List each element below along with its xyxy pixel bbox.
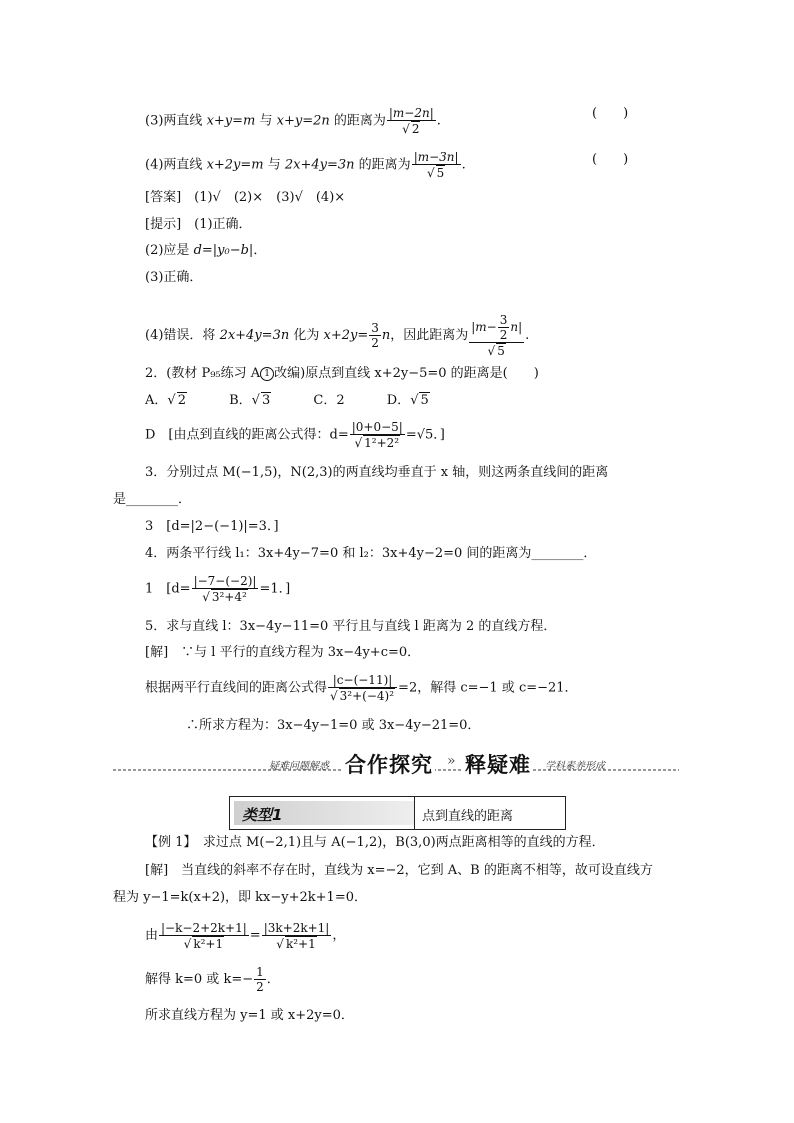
item-3-fraction: $\frac{|m-2n|}{√ 2}$ — [388, 106, 434, 136]
problem-2: 2．(教材 P₉₅练习 A 1 改编)原点到直线 x+2y−5=0 的距离是( ) — [145, 366, 539, 381]
banner-title-1: 合作探究 — [343, 749, 435, 779]
problem-5-solution-2: 根据两平行直线间的距离公式得 $\frac{|c-(-11)|}{\text{√ 3²+(−4)²}}$ =2，解得 c=−1 或 c=−21． — [145, 673, 578, 703]
answer-line: [答案] (1)√ (2)× (3)√ (4)× — [145, 190, 346, 205]
type-tag — [234, 801, 414, 825]
problem-3-solution: 3 [d=|2−(−1)|=3．] — [145, 519, 279, 534]
problem-2-options: A．√ 2 B．√ 3 C．2 D．√ 5 — [145, 393, 429, 408]
item-3-eq2: x+y=2n — [276, 113, 330, 129]
example-1-solution-line3: 由 $\frac{|-k-2+2k+1|}{\text{√ k²+1}}$ = $\frac{|3k+2k+1|}{\text{√ k²+1}}$ ， — [145, 920, 346, 951]
item-4-pre: (4)两直线 — [145, 157, 207, 173]
hint-4-big-fraction: |m− $\frac{3}{2}$ n| √ 5 — [471, 313, 523, 358]
item-3: (3)两直线 x+y=m 与 x+y=2n 的距离为 $\frac{|m-2n|}{√ 2}$ . — [145, 106, 441, 136]
example-1-solution-line4: 解得 k=0 或 k=− $\frac{1}{2}$ ． — [145, 965, 280, 994]
hint-4-frac-den: 2 — [371, 336, 379, 350]
item-3-eq1: x+y=m — [206, 113, 256, 129]
problem-5: 5．求与直线 l：3x−4y−11=0 平行且与直线 l 距离为 2 的直线方程． — [145, 619, 557, 634]
hint-4: (4)错误．将 2x+4y=3n 化为 x+2y= $\frac{3}{2}$ n，因此距离为 |m− $\frac{3}{2}$ n| √ 5 . — [145, 313, 530, 358]
banner-left-text: 疑难问题解惑 — [269, 761, 329, 772]
problem-5-solution-3: ∴所求方程为：3x−4y−1=0 或 3x−4y−21=0． — [186, 718, 481, 733]
problem-4: 4．两条平行线 l₁：3x+4y−7=0 和 l₂：3x+4y−2=0 间的距离为________． — [145, 546, 597, 561]
example-1-question: 【例 1】 求过点 M(−2,1)且与 A(−1,2)，B(3,0)两点距离相等的直线的方程． — [145, 835, 605, 850]
item-4-denominator: 5 — [436, 166, 445, 180]
hint-2: (2)应是 d=|y₀−b|． — [145, 243, 267, 258]
banner-title-2: 释疑难 — [463, 749, 533, 779]
example-1-solution-line5: 所求直线方程为 y=1 或 x+2y=0． — [145, 1008, 354, 1023]
item-4-fraction: $\frac{|m-3n|}{√ 5}$ — [413, 150, 459, 180]
item-4-paren: ( ) — [592, 152, 629, 167]
item-3-post: 的距离为 — [329, 113, 386, 129]
section-banner — [113, 749, 679, 777]
item-4: (4)两直线 x+2y=m 与 2x+4y=3n 的距离为 $\frac{|m-3n|}{√ 5}$ . — [145, 150, 466, 180]
problem-2-solution: D [由点到直线的距离公式得：d= $\frac{|0+0-5|}{\text{√ 1²+2²}}$ =√5．] — [145, 420, 445, 450]
item-4-numerator: |m−3n| — [413, 150, 459, 164]
circled-number: 1 — [260, 367, 274, 381]
option-a: A． — [145, 393, 168, 408]
item-3-denominator: 2 — [411, 122, 420, 136]
option-d: D． — [386, 393, 411, 408]
example-1-solution-line2: 程为 y−1=k(x+2)，即 kx−y+2k+1=0． — [113, 890, 367, 905]
item-3-pre: (3)两直线 — [145, 113, 207, 129]
item-3-numerator: |m−2n| — [388, 106, 434, 120]
hint-3: (3)正确． — [145, 270, 203, 285]
option-c: C．2 — [313, 393, 345, 408]
hint-4-frac-num: 3 — [371, 321, 379, 335]
item-4-post: 的距离为 — [354, 157, 411, 173]
option-b: B． — [229, 393, 252, 408]
problem-5-solution-1: [解] ∵与 l 平行的直线方程为 3x−4y+c=0． — [145, 645, 421, 660]
hint-1: [提示] (1)正确． — [145, 217, 252, 232]
type-box — [229, 796, 566, 830]
item-3-mid: 与 — [255, 113, 277, 129]
banner-arrow-icon: » — [447, 753, 456, 769]
problem-3-line1: 3．分别过点 M(−1,5)，N(2,3)的两直线均垂直于 x 轴，则这两条直线间的距离 — [145, 465, 609, 480]
item-4-mid: 与 — [263, 157, 285, 173]
problem-3-line2: 是________． — [113, 492, 192, 507]
item-4-eq1: x+2y=m — [206, 157, 264, 173]
problem-4-solution: 1 [d= $\frac{|-7-(-2)|}{\text{√ 3²+4²}}$ =1．] — [145, 574, 291, 604]
type-title: 点到直线的距离 — [422, 809, 514, 824]
example-1-solution-line1: [解] 当直线的斜率不存在时，直线为 x=−2，它到 A、B 的距离不相等，故可设直线方 — [145, 863, 653, 878]
banner-right-text: 学科素养形成 — [545, 761, 605, 772]
type-tag-label: 类型1 — [242, 806, 283, 824]
type-box-divider — [414, 797, 415, 829]
item-4-eq2: 2x+4y=3n — [284, 157, 355, 173]
item-3-paren: ( ) — [592, 106, 629, 121]
